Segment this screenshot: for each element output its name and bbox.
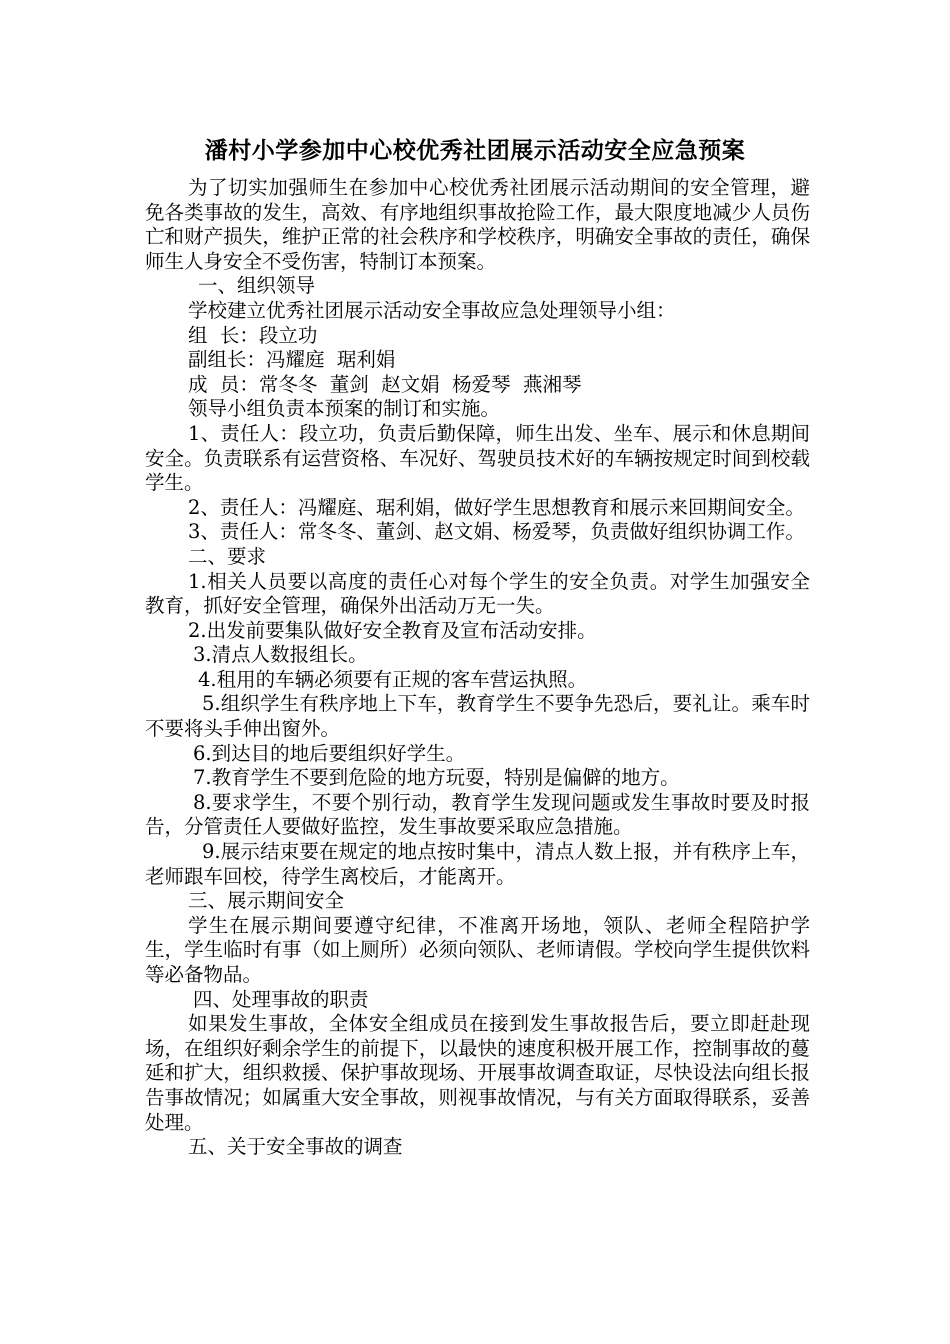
requirement-4: 4.租用的车辆必须要有正规的客车营运执照。 — [198, 667, 588, 691]
section-heading-accident-duties: 四、处理事故的职责 — [193, 987, 369, 1011]
paragraph-responsibility-3: 3、责任人：常冬冬、董剑、赵文娟、杨爱琴，负责做好组织协调工作。 — [188, 520, 805, 544]
requirement-7: 7.教育学生不要到危险的地方玩耍，特别是偏僻的地方。 — [193, 766, 680, 790]
paragraph-accident-duties: 如果发生事故，全体安全组成员在接到发生事故报告后，要立即赶赴现场，在组织好剩余学生的前提下，以最快的速度积极开展工作，控制事故的蔓延和扩大，组织救援、保护事故现场、开展事故调查取证，尽快设法向组长报告事故情况；如属重大安全事故，则视事故情况，与有关方面取得联系，妥善处理。 — [145, 1012, 810, 1134]
section-heading-organization: 一、组织领导 — [198, 274, 316, 298]
paragraph-responsibility-2: 2、责任人：冯耀庭、琚利娟，做好学生思想教育和展示来回期间安全。 — [188, 495, 805, 519]
paragraph-leadership-group: 学校建立优秀社团展示活动安全事故应急处理领导小组： — [188, 298, 676, 322]
requirement-2: 2.出发前要集队做好安全教育及宣布活动安排。 — [188, 618, 597, 642]
paragraph-deputy-leader: 副组长：冯耀庭 琚利娟 — [188, 348, 396, 372]
section-heading-event-safety: 三、展示期间安全 — [188, 889, 345, 913]
intro-paragraph: 为了切实加强师生在参加中心校优秀社团展示活动期间的安全管理，避免各类事故的发生，高效、有序地组织事故抢险工作，最大限度地减少人员伤亡和财产损失，维护正常的社会秩序和学校秩序，明确安全事故的责任，确保师生人身安全不受伤害，特制订本预案。 — [145, 176, 810, 273]
section-heading-requirements: 二、要求 — [188, 544, 267, 568]
paragraph-responsibility-1: 1、责任人：段立功，负责后勤保障，师生出发、坐车、展示和休息期间安全。负责联系有运营资格、车况好、驾驶员技术好的车辆按规定时间到校载学生。 — [145, 421, 810, 495]
requirement-1: 1.相关人员要以高度的责任心对每个学生的安全负责。对学生加强安全教育，抓好安全管理，确保外出活动万无一失。 — [145, 569, 810, 618]
paragraph-event-safety: 学生在展示期间要遵守纪律，不准离开场地，领队、老师全程陪护学生，学生临时有事（如上厕所）必须向领队、老师请假。学校向学生提供饮料等必备物品。 — [145, 913, 810, 986]
paragraph-group-leader: 组 长：段立功 — [188, 323, 318, 347]
document-title: 潘村小学参加中心校优秀社团展示活动安全应急预案 — [204, 137, 746, 164]
requirement-9: 9.展示结束要在规定的地点按时集中，清点人数上报，并有秩序上车，老师跟车回校，待学生离校后，才能离开。 — [145, 840, 810, 888]
requirement-6: 6.到达目的地后要组织好学生。 — [193, 741, 466, 765]
document-body — [145, 176, 810, 1160]
requirement-3: 3.清点人数报组长。 — [193, 643, 368, 667]
paragraph-members: 成 员：常冬冬 董剑 赵文娟 杨爱琴 燕湘琴 — [188, 372, 582, 396]
requirement-5: 5.组织学生有秩序地上下车，教育学生不要争先恐后，要礼让。乘车时不要将头手伸出窗外。 — [145, 692, 810, 741]
requirement-8: 8.要求学生，不要个别行动，教育学生发现问题或发生事故时要及时报告，分管责任人要做好监控，发生事故要采取应急措施。 — [145, 790, 810, 839]
paragraph-group-duty: 领导小组负责本预案的制订和实施。 — [188, 397, 501, 421]
section-heading-accident-investigation: 五、关于安全事故的调查 — [188, 1135, 403, 1159]
